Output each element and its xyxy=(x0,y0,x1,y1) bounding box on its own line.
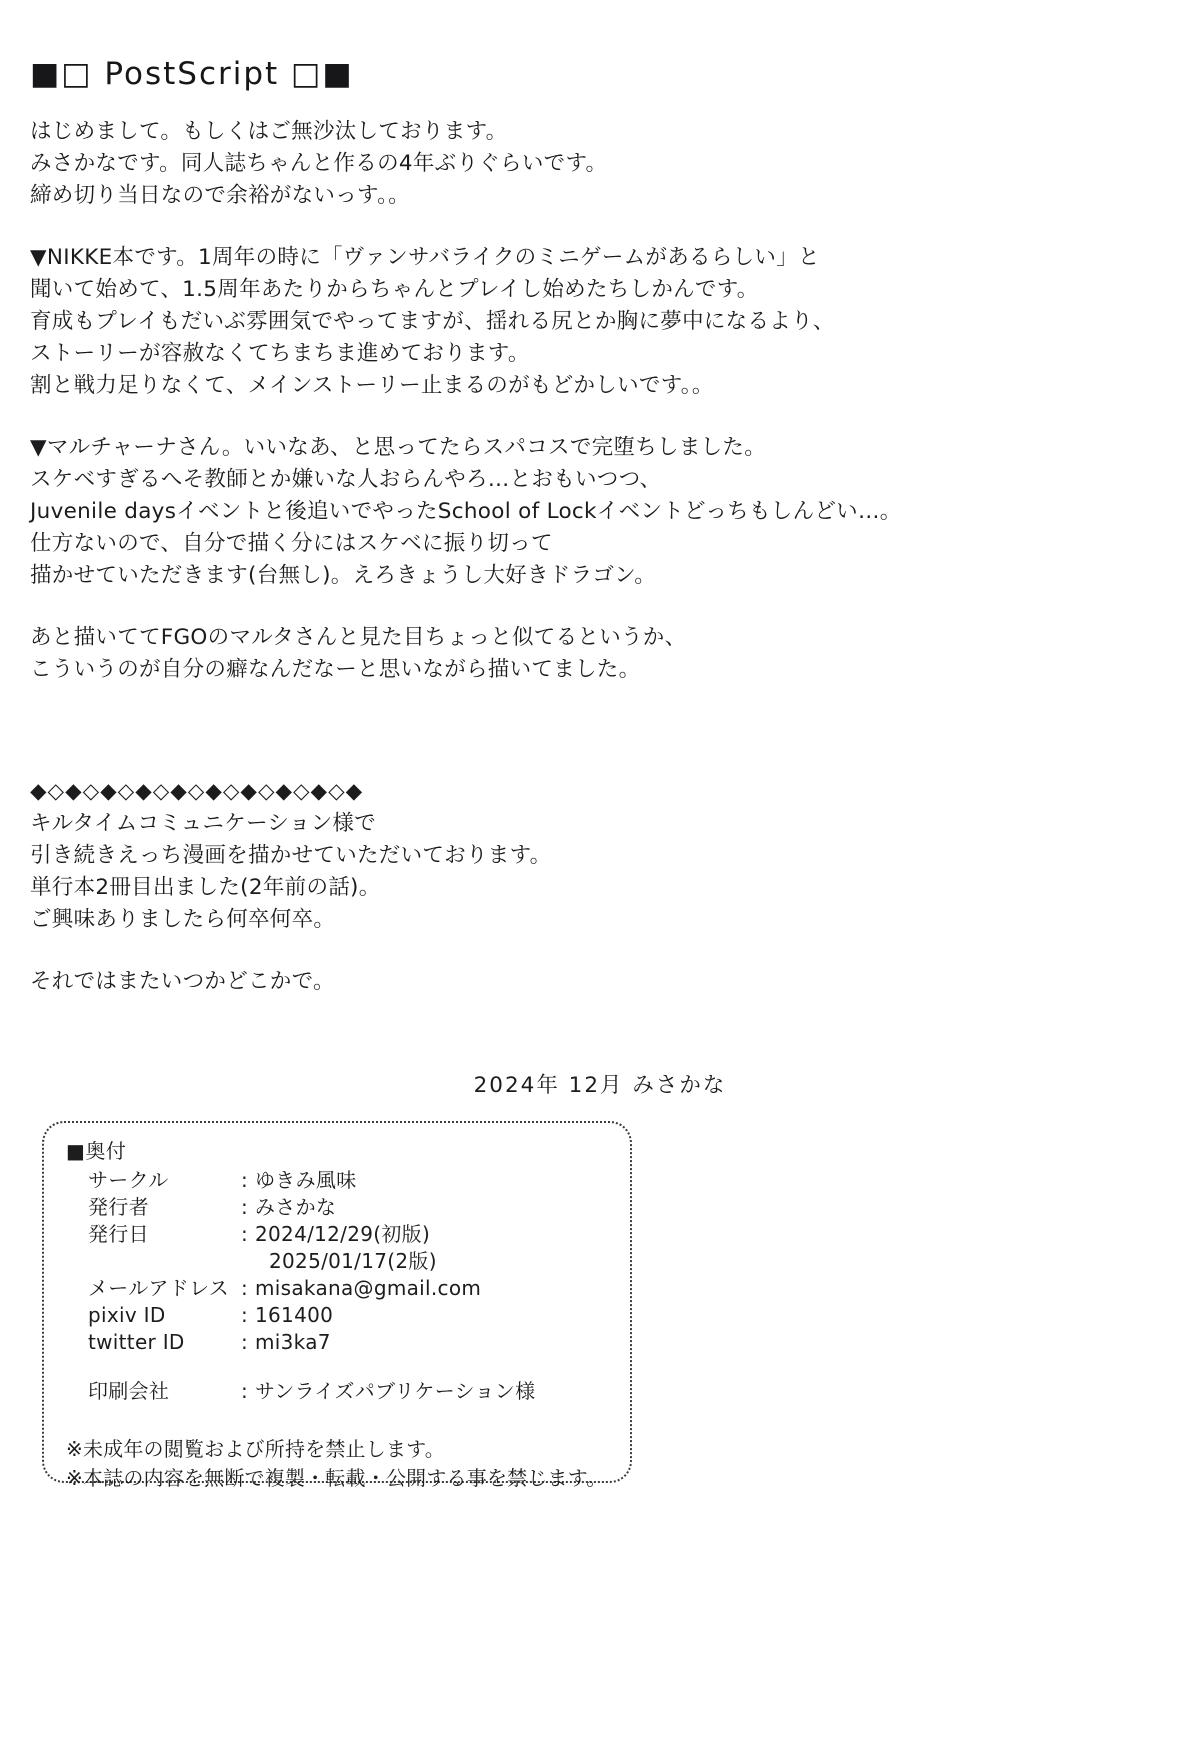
text-line: あと描いててFGOのマルタさんと見た目ちょっと似てるというか、 xyxy=(30,625,687,650)
note-line: ※本誌の内容を無断で複製・転載・公開する事を禁じます。 xyxy=(66,1466,607,1490)
text-line: 育成もプレイもだいぶ雰囲気でやってますが、揺れる尻とか胸に夢中になるより、 xyxy=(30,309,835,334)
colophon-separator: : xyxy=(241,1276,249,1300)
colophon-box xyxy=(42,1121,632,1490)
colophon-key: twitter ID xyxy=(88,1330,185,1354)
colophon-key: 発行者 xyxy=(88,1195,149,1219)
text-line: キルタイムコミュニケーション様で xyxy=(30,811,377,836)
colophon-separator: : xyxy=(241,1195,249,1219)
colophon-notes xyxy=(66,1435,612,1493)
note-line: ※未成年の閲覧および所持を禁止します。 xyxy=(66,1437,445,1461)
paragraph-announcement xyxy=(30,776,1150,936)
colophon-key: 発行日 xyxy=(88,1222,149,1246)
colophon-row xyxy=(66,1275,612,1302)
text-line: ▼マルチャーナさん。いいなあ、と思ってたらスパコスで完堕ちしました。 xyxy=(30,435,767,460)
section-spacer xyxy=(30,716,1150,776)
paragraph-nikke xyxy=(30,242,1150,402)
colophon-row xyxy=(66,1194,612,1221)
colophon-key xyxy=(66,1248,241,1275)
colophon-value: 2025/01/17(2版) xyxy=(269,1249,437,1273)
text-line: みさかなです。同人誌ちゃんと作るの4年ぶりぐらいです。 xyxy=(30,151,608,176)
colophon-value: 2024/12/29(初版) xyxy=(255,1222,431,1246)
colophon-value: サンライズパブリケーション様 xyxy=(255,1379,536,1403)
colophon-key: メールアドレス xyxy=(88,1276,230,1300)
text-line: 割と戦力足りなくて、メインストーリー止まるのがもどかしいです。。 xyxy=(30,373,714,398)
text-line: 引き続きえっち漫画を描かせていただいております。 xyxy=(30,843,552,868)
postscript-body xyxy=(30,116,1150,998)
colophon-row xyxy=(66,1329,612,1356)
colophon-separator: : xyxy=(241,1303,249,1327)
text-line: 仕方ないので、自分で描く分にはスケベに振り切って xyxy=(30,531,553,556)
colophon-value: みさかな xyxy=(255,1195,337,1219)
colophon-value: ゆきみ風味 xyxy=(255,1168,357,1192)
text-line: ▼NIKKE本です。1周年の時に「ヴァンサバライクのミニゲームがあるらしい」と xyxy=(30,245,820,270)
colophon-key: pixiv ID xyxy=(88,1303,166,1327)
text-line: 描かせていただきます(台無し)。えろきょうし大好きドラゴン。 xyxy=(30,563,657,588)
colophon-key: 印刷会社 xyxy=(88,1379,170,1403)
text-line: こういうのが自分の癖なんだなーと思いながら描いてました。 xyxy=(30,657,641,682)
colophon-row xyxy=(66,1302,612,1329)
colophon-row xyxy=(66,1167,612,1194)
diamond-divider: ◆◇◆◇◆◇◆◇◆◇◆◇◆◇◆◇◆◇◆ xyxy=(30,779,364,804)
colophon-separator: : xyxy=(241,1168,249,1192)
page-title: ■□ PostScript □■ xyxy=(30,56,354,92)
text-line: はじめまして。もしくはご無沙汰しております。 xyxy=(30,119,508,144)
text-line: ストーリーが容赦なくてちまちま進めております。 xyxy=(30,341,530,366)
colophon-row xyxy=(66,1248,612,1275)
colophon-separator: : xyxy=(241,1330,249,1354)
colophon-row-printer xyxy=(66,1378,612,1405)
paragraph-fgo xyxy=(30,622,1150,686)
text-line: スケベすぎるへそ教師とか嫌いな人おらんやろ…とおもいつつ、 xyxy=(30,467,662,492)
paragraph-farewell xyxy=(30,966,1150,998)
colophon-value: misakana@gmail.com xyxy=(255,1276,482,1300)
paragraph-greeting xyxy=(30,116,1150,212)
text-line: Juvenile daysイベントと後追いでやったSchool of Lockイベントどっちもしんどい…。 xyxy=(30,499,902,524)
text-line: 締め切り当日なので余裕がないっす。。 xyxy=(30,183,410,208)
colophon-separator xyxy=(241,1248,255,1275)
colophon-value: mi3ka7 xyxy=(255,1330,331,1354)
text-line: 聞いて始めて、1.5周年あたりからちゃんとプレイし始めたちしかんです。 xyxy=(30,277,759,302)
colophon-value: 161400 xyxy=(255,1303,334,1327)
colophon-heading: ■奥付 xyxy=(66,1139,127,1163)
colophon-separator: : xyxy=(241,1379,249,1403)
text-line: 単行本2冊目出ました(2年前の話)。 xyxy=(30,875,381,900)
text-line: ご興味ありましたら何卒何卒。 xyxy=(30,907,336,932)
colophon-key: サークル xyxy=(88,1168,169,1192)
colophon-separator: : xyxy=(241,1222,249,1246)
signature-date: 2024年 12月 みさかな xyxy=(473,1073,727,1098)
colophon-row xyxy=(66,1221,612,1248)
text-line: それではまたいつかどこかで。 xyxy=(30,969,335,994)
paragraph-marciana xyxy=(30,432,1150,592)
